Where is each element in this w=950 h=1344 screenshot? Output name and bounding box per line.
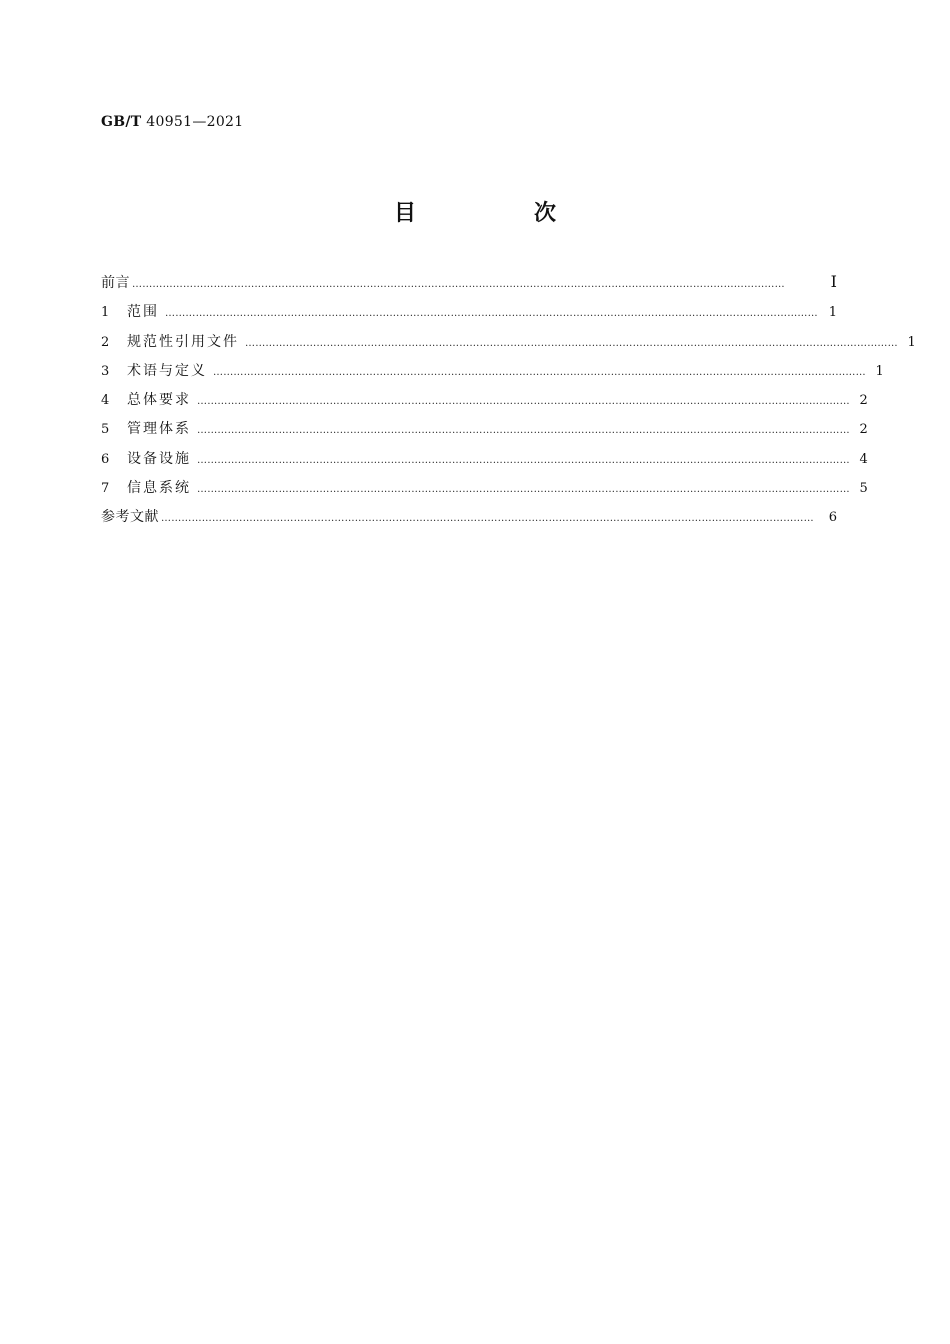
toc-leader-dots: ………………………………………………………………………………………………………………………………………………………………………… [132, 279, 785, 290]
toc-entry-equipment-facilities[interactable] [101, 448, 868, 477]
toc-entry-page: 5 [859, 481, 868, 497]
toc-entry-label: 前言 [101, 275, 130, 291]
toc-entry-label: 术语与定义 [127, 362, 207, 379]
toc-entry-label: 总体要求 [127, 392, 191, 409]
toc-entry-page: 4 [859, 451, 868, 467]
toc-entry-scope[interactable] [101, 301, 837, 330]
toc-entry-label: 设备设施 [127, 450, 191, 467]
toc-leader-dots: ………………………………………………………………………………………………………………………………………………………………………… [197, 454, 850, 466]
toc-entry-page: 6 [828, 510, 837, 526]
standard-header [101, 114, 243, 130]
toc-entry-number: 1 [101, 305, 110, 321]
standard-code: GB/T [101, 114, 142, 130]
table-of-contents [101, 272, 916, 536]
toc-leader-dots: ………………………………………………………………………………………………………………………………………………………………………… [245, 337, 898, 349]
toc-entry-page: Ⅰ [830, 272, 837, 291]
toc-leader-dots: ………………………………………………………………………………………………………………………………………………………………………… [213, 366, 866, 378]
toc-entry-number: 6 [101, 451, 110, 467]
toc-entry-label: 规范性引用文件 [127, 333, 239, 350]
toc-entry-page: 1 [875, 363, 884, 379]
toc-entry-label: 管理体系 [127, 421, 191, 438]
standard-number: 40951—2021 [146, 114, 244, 130]
toc-entry-label: 范围 [127, 304, 159, 321]
toc-entry-information-system[interactable] [101, 477, 868, 506]
toc-entry-number: 7 [101, 481, 110, 497]
toc-entry-management-system[interactable] [101, 418, 868, 447]
toc-entry-number: 4 [101, 393, 110, 409]
toc-entry-bibliography[interactable] [101, 506, 837, 535]
toc-leader-dots: ………………………………………………………………………………………………………………………………………………………………………… [197, 396, 850, 408]
toc-entry-number: 2 [101, 334, 110, 350]
toc-entry-normative-references[interactable] [101, 331, 916, 360]
toc-leader-dots: ………………………………………………………………………………………………………………………………………………………………………… [161, 513, 814, 525]
toc-leader-dots: ………………………………………………………………………………………………………………………………………………………………………… [197, 425, 850, 437]
toc-entry-page: 2 [859, 422, 868, 438]
toc-entry-terms-definitions[interactable] [101, 360, 884, 389]
toc-leader-dots: ………………………………………………………………………………………………………………………………………………………………………… [165, 308, 818, 320]
toc-entry-foreword[interactable] [101, 272, 837, 301]
toc-entry-page: 2 [859, 393, 868, 409]
toc-leader-dots: ………………………………………………………………………………………………………………………………………………………………………… [197, 484, 850, 496]
toc-entry-page: 1 [828, 305, 837, 321]
toc-title: 目 次 [393, 201, 604, 226]
toc-entry-number: 5 [101, 422, 110, 438]
toc-entry-general-requirements[interactable] [101, 389, 868, 418]
toc-entry-label: 参考文献 [101, 509, 159, 526]
toc-entry-number: 3 [101, 363, 110, 379]
toc-entry-label: 信息系统 [127, 480, 191, 497]
toc-entry-page: 1 [907, 334, 916, 350]
